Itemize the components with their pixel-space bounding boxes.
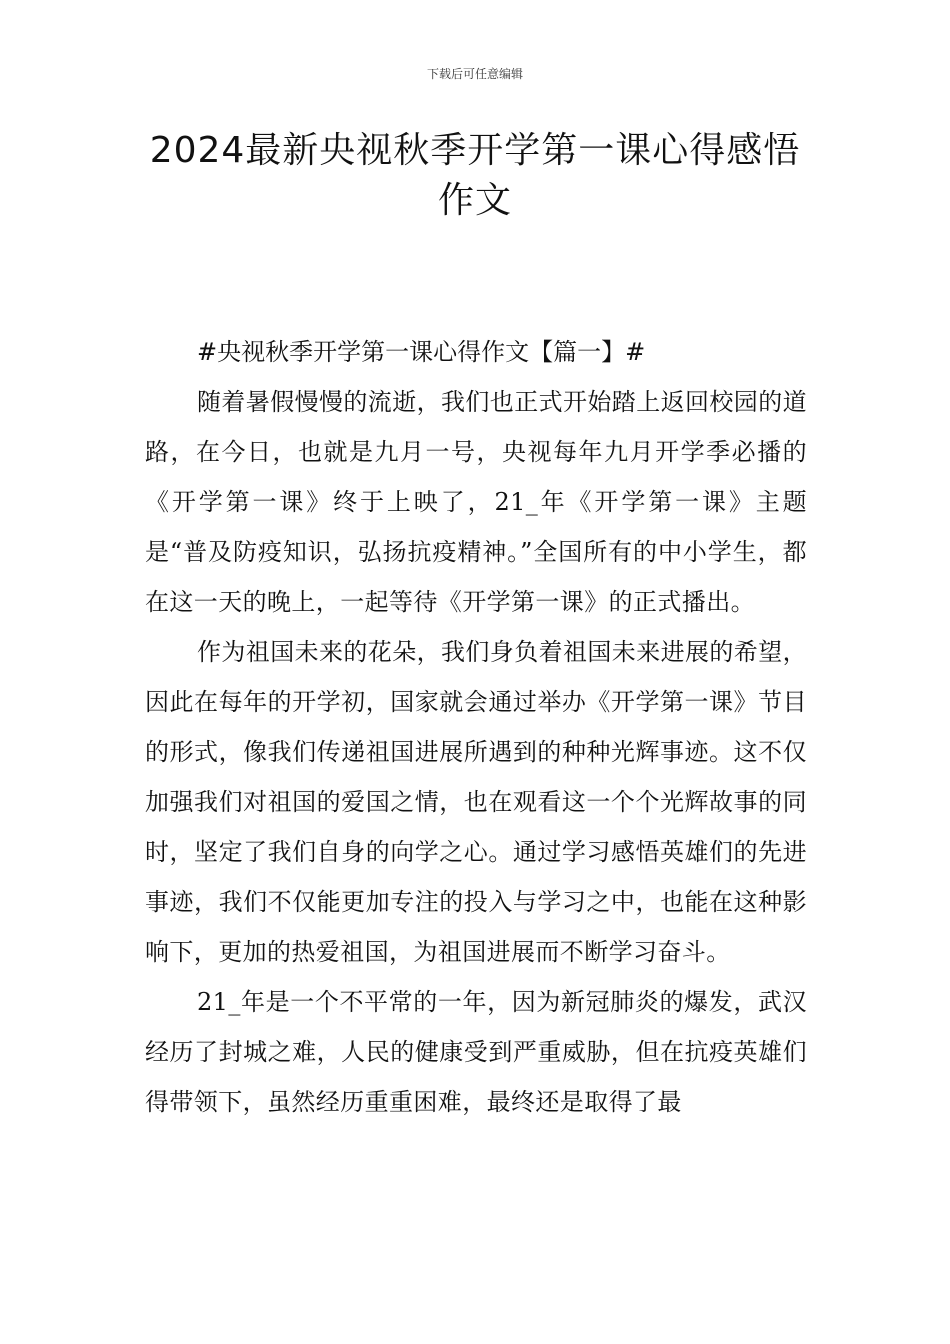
page-header-note: 下载后可任意编辑 [426, 67, 523, 81]
paragraph-1: 随着暑假慢慢的流逝，我们也正式开始踏上返回校园的道路，在今日，也就是九月一号，央视每年九月开学季必播的《开学第一课》终于上映了，21_年《开学第一课》主题是“普及防疫知识，弘扬抗疫精神。”全国所有的中小学生，都在这一天的晚上，一起等待《开学第一课》的正式播出。 [145, 388, 807, 616]
document-body [145, 327, 807, 1127]
section-heading: #央视秋季开学第一课心得作文【篇一】# [197, 338, 646, 366]
paragraph-3: 21_年是一个不平常的一年，因为新冠肺炎的爆发，武汉经历了封城之难，人民的健康受到严重威胁，但在抗疫英雄们得带领下，虽然经历重重困难，最终还是取得了最 [145, 988, 807, 1116]
paragraph-2: 作为祖国未来的花朵，我们身负着祖国未来进展的希望，因此在每年的开学初，国家就会通过举办《开学第一课》节目的形式，像我们传递祖国进展所遇到的种种光辉事迹。这不仅加强我们对祖国的爱国之情，也在观看这一个个光辉故事的同时，坚定了我们自身的向学之心。通过学习感悟英雄们的先进事迹，我们不仅能更加专注的投入与学习之中，也能在这种影响下，更加的热爱祖国，为祖国进展而不断学习奋斗。 [145, 638, 807, 966]
document-title: 2024最新央视秋季开学第一课心得感悟作文 [149, 130, 801, 221]
